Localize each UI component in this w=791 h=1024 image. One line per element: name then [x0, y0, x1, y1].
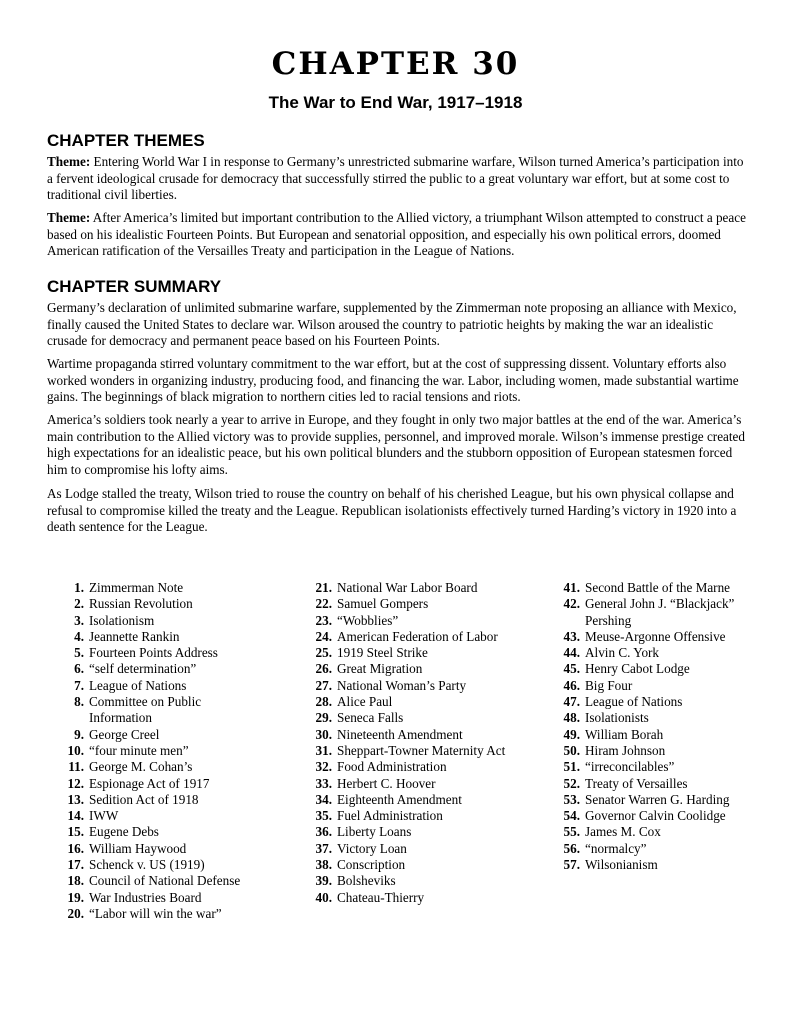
- term-text: Wilsonianism: [585, 857, 658, 873]
- term-number: 24.: [315, 628, 332, 644]
- term-number: 44.: [563, 645, 580, 661]
- term-text: Second Battle of the Marne: [585, 580, 731, 595]
- terms-column-2: [298, 580, 508, 906]
- term-item: [298, 629, 508, 645]
- term-item: [546, 596, 751, 629]
- term-number: 15.: [67, 824, 84, 840]
- term-text: Isolationism: [89, 612, 155, 628]
- term-text: League of Nations: [89, 677, 187, 693]
- term-text: Bolsheviks: [337, 873, 396, 889]
- term-number: 7.: [74, 677, 84, 693]
- term-number: 20.: [67, 905, 84, 921]
- term-item: [546, 678, 751, 694]
- term-text: Food Administration: [337, 759, 447, 775]
- term-item: [50, 857, 255, 873]
- term-text: Alice Paul: [337, 694, 393, 710]
- term-item: [546, 808, 751, 824]
- term-number: 3.: [74, 612, 84, 628]
- term-text: Seneca Falls: [337, 710, 404, 726]
- term-item: [50, 613, 255, 629]
- term-item: [298, 857, 508, 873]
- term-number: 21.: [315, 580, 332, 595]
- term-number: 16.: [67, 840, 84, 856]
- term-item: [50, 824, 255, 840]
- theme-paragraph-1: [47, 154, 747, 204]
- term-number: 43.: [563, 628, 580, 644]
- summary-heading: CHAPTER SUMMARY: [47, 277, 222, 296]
- term-text: Big Four: [585, 677, 633, 693]
- chapter-title: CHAPTER 30: [271, 46, 520, 82]
- term-number: 18.: [67, 873, 84, 889]
- term-text: Eugene Debs: [89, 824, 159, 840]
- term-text: “Wobblies”: [337, 612, 399, 628]
- term-item: [546, 710, 751, 726]
- term-item: [298, 824, 508, 840]
- term-number: 37.: [315, 840, 332, 856]
- term-item: [298, 661, 508, 677]
- term-text: James M. Cox: [585, 824, 661, 840]
- term-item: [50, 890, 255, 906]
- term-item: [298, 613, 508, 629]
- term-number: 54.: [563, 808, 580, 824]
- term-text: Herbert C. Hoover: [337, 775, 436, 791]
- term-number: 32.: [315, 759, 332, 775]
- term-item: [298, 580, 508, 596]
- term-item: [546, 629, 751, 645]
- term-text: IWW: [89, 808, 119, 824]
- term-text: Sedition Act of 1918: [89, 791, 199, 807]
- terms-column-3: [546, 580, 751, 873]
- term-text: War Industries Board: [89, 889, 202, 905]
- term-number: 42.: [563, 596, 580, 612]
- term-number: 10.: [67, 742, 84, 758]
- term-item: [298, 710, 508, 726]
- term-text: “irreconcilables”: [585, 759, 675, 775]
- term-number: 48.: [563, 710, 580, 726]
- theme-text: After America’s limited but important contribution to the Allied victory, a triumphant Wilson attempted to construct a peace based on his idealistic Fourteen Points. But European and senatorial opposition, and especially his own political errors, doomed American ratification of the Versailles Treaty and participation in the League of Nations.: [47, 210, 746, 259]
- term-text: Governor Calvin Coolidge: [585, 808, 726, 824]
- term-number: 34.: [315, 791, 332, 807]
- term-item: [546, 727, 751, 743]
- summary-paragraph-4: As Lodge stalled the treaty, Wilson tried to rouse the country on behalf of his cherished League, but his own physical collapse and refusal to compromise killed the treaty and the League. Republican isolationists effectively turned Harding’s victory in 1920 into a death sentence for the League.: [47, 486, 737, 535]
- term-text: Sheppart-Towner Maternity Act: [337, 742, 506, 758]
- term-text: 1919 Steel Strike: [337, 645, 428, 661]
- term-item: [50, 645, 255, 661]
- theme-label: Theme:: [47, 154, 91, 169]
- term-item: [298, 776, 508, 792]
- term-number: 47.: [563, 694, 580, 710]
- term-text: General John J. “Blackjack” Pershing: [585, 596, 735, 628]
- term-number: 46.: [563, 677, 580, 693]
- term-number: 2.: [74, 596, 84, 612]
- term-text: Isolationists: [585, 710, 649, 726]
- term-text: Treaty of Versailles: [585, 775, 688, 791]
- term-item: [546, 743, 751, 759]
- term-number: 8.: [74, 694, 84, 710]
- term-number: 4.: [74, 628, 84, 644]
- term-item: [298, 890, 508, 906]
- summary-paragraph-3: America’s soldiers took nearly a year to arrive in Europe, and they fought in only two major battles at the end of the war. America’s main contribution to the Allied victory was to provide supplies, personnel, and improved morale. Wilson’s immense prestige created high expectations for an idealistic peace, but his own political blunders and the stubborn opposition of European statesmen forced him to compromise his lofty aims.: [47, 412, 746, 478]
- term-number: 33.: [315, 775, 332, 791]
- term-number: 56.: [563, 840, 580, 856]
- term-text: George M. Cohan’s: [89, 759, 193, 775]
- term-text: Jeannette Rankin: [89, 628, 180, 644]
- term-number: 9.: [74, 726, 84, 742]
- term-number: 30.: [315, 726, 332, 742]
- term-text: “four minute men”: [89, 742, 189, 758]
- term-number: 6.: [74, 661, 84, 677]
- term-text: Council of National Defense: [89, 873, 241, 889]
- term-number: 14.: [67, 808, 84, 824]
- term-number: 52.: [563, 775, 580, 791]
- term-item: [546, 792, 751, 808]
- term-item: [298, 645, 508, 661]
- term-text: Henry Cabot Lodge: [585, 661, 690, 677]
- term-item: [50, 661, 255, 677]
- term-item: [298, 792, 508, 808]
- term-text: Nineteenth Amendment: [337, 726, 463, 742]
- term-number: 22.: [315, 596, 332, 612]
- term-item: [298, 596, 508, 612]
- term-text: William Haywood: [89, 840, 187, 856]
- term-text: Espionage Act of 1917: [89, 775, 210, 791]
- term-item: [50, 596, 255, 612]
- term-item: [50, 792, 255, 808]
- term-text: National War Labor Board: [337, 580, 478, 595]
- term-number: 55.: [563, 824, 580, 840]
- term-text: Schenck v. US (1919): [89, 857, 205, 873]
- chapter-subtitle: The War to End War, 1917–1918: [268, 93, 523, 112]
- term-item: [546, 841, 751, 857]
- term-item: [546, 645, 751, 661]
- term-text: Conscription: [337, 857, 406, 873]
- term-number: 38.: [315, 857, 332, 873]
- term-number: 26.: [315, 661, 332, 677]
- term-text: Zimmerman Note: [89, 580, 184, 595]
- term-item: [298, 873, 508, 889]
- term-text: Senator Warren G. Harding: [585, 791, 730, 807]
- term-item: [298, 678, 508, 694]
- term-text: Russian Revolution: [89, 596, 193, 612]
- term-number: 19.: [67, 889, 84, 905]
- term-item: [50, 906, 255, 922]
- term-item: [50, 841, 255, 857]
- term-item: [546, 661, 751, 677]
- term-item: [50, 678, 255, 694]
- term-text: Chateau-Thierry: [337, 889, 425, 905]
- term-item: [50, 759, 255, 775]
- term-text: William Borah: [585, 726, 664, 742]
- term-text: George Creel: [89, 726, 160, 742]
- term-number: 40.: [315, 889, 332, 905]
- term-text: Great Migration: [337, 661, 423, 677]
- terms-column-1: [50, 580, 255, 922]
- term-number: 39.: [315, 873, 332, 889]
- term-item: [546, 759, 751, 775]
- term-number: 23.: [315, 612, 332, 628]
- term-number: 17.: [67, 857, 84, 873]
- term-number: 51.: [563, 759, 580, 775]
- term-number: 45.: [563, 661, 580, 677]
- term-item: [298, 808, 508, 824]
- term-number: 1.: [74, 580, 84, 595]
- term-item: [546, 580, 751, 596]
- term-number: 25.: [315, 645, 332, 661]
- term-item: [546, 694, 751, 710]
- term-item: [546, 776, 751, 792]
- term-number: 57.: [563, 857, 580, 873]
- term-item: [50, 629, 255, 645]
- summary-paragraph-1: Germany’s declaration of unlimited submarine warfare, supplemented by the Zimmerman note proposing an alliance with Mexico, finally caused the United States to declare war. Wilson aroused the country to patriotic heights by making the war an idealistic crusade for democracy and permanent peace based on his Fourteen Points.: [47, 300, 737, 349]
- term-item: [50, 808, 255, 824]
- term-text: Meuse-Argonne Offensive: [585, 628, 726, 644]
- term-text: Samuel Gompers: [337, 596, 429, 612]
- term-text: Committee on Public Information: [89, 694, 202, 726]
- term-number: 53.: [563, 791, 580, 807]
- term-text: “self determination”: [89, 661, 197, 677]
- term-item: [546, 824, 751, 840]
- term-text: National Woman’s Party: [337, 677, 467, 693]
- term-number: 5.: [74, 645, 84, 661]
- term-item: [546, 857, 751, 873]
- term-number: 50.: [563, 742, 580, 758]
- term-item: [298, 759, 508, 775]
- term-text: Victory Loan: [337, 840, 407, 856]
- summary-paragraph-2: Wartime propaganda stirred voluntary commitment to the war effort, but at the cost of suppressing dissent. Voluntary efforts also worked wonders in organizing industry, producing food, and financing the war. Labor, including women, made substantial wartime gains. The beginnings of black migration to northern cities led to racial tensions and riots.: [47, 356, 739, 405]
- term-item: [50, 580, 255, 596]
- term-number: 27.: [315, 677, 332, 693]
- term-item: [50, 873, 255, 889]
- term-text: Alvin C. York: [585, 645, 660, 661]
- themes-heading: CHAPTER THEMES: [47, 131, 205, 150]
- term-item: [298, 694, 508, 710]
- term-number: 28.: [315, 694, 332, 710]
- term-text: “Labor will win the war”: [89, 905, 222, 921]
- theme-paragraph-2: [47, 210, 747, 260]
- term-number: 49.: [563, 726, 580, 742]
- term-text: “normalcy”: [585, 840, 647, 856]
- term-text: League of Nations: [585, 694, 683, 710]
- term-number: 12.: [67, 775, 84, 791]
- theme-label: Theme:: [47, 210, 91, 225]
- term-number: 31.: [315, 742, 332, 758]
- term-text: Fourteen Points Address: [89, 645, 218, 661]
- term-item: [298, 727, 508, 743]
- theme-text: Entering World War I in response to Germany’s unrestricted submarine warfare, Wilson turned America’s participation into a fervent ideological crusade for democracy that successfully stirred the public to a great voluntary war effort, but at some cost to traditional civil liberties.: [47, 154, 744, 203]
- term-number: 36.: [315, 824, 332, 840]
- term-number: 29.: [315, 710, 332, 726]
- term-item: [298, 841, 508, 857]
- term-text: Eighteenth Amendment: [337, 791, 462, 807]
- term-text: Hiram Johnson: [585, 742, 666, 758]
- term-item: [50, 694, 255, 727]
- term-item: [50, 776, 255, 792]
- term-text: American Federation of Labor: [337, 628, 498, 644]
- term-text: Liberty Loans: [337, 824, 412, 840]
- term-item: [50, 727, 255, 743]
- term-item: [298, 743, 508, 759]
- term-item: [50, 743, 255, 759]
- term-number: 13.: [67, 791, 84, 807]
- term-text: Fuel Administration: [337, 808, 443, 824]
- term-number: 11.: [68, 759, 84, 775]
- term-number: 35.: [315, 808, 332, 824]
- term-number: 41.: [563, 580, 580, 595]
